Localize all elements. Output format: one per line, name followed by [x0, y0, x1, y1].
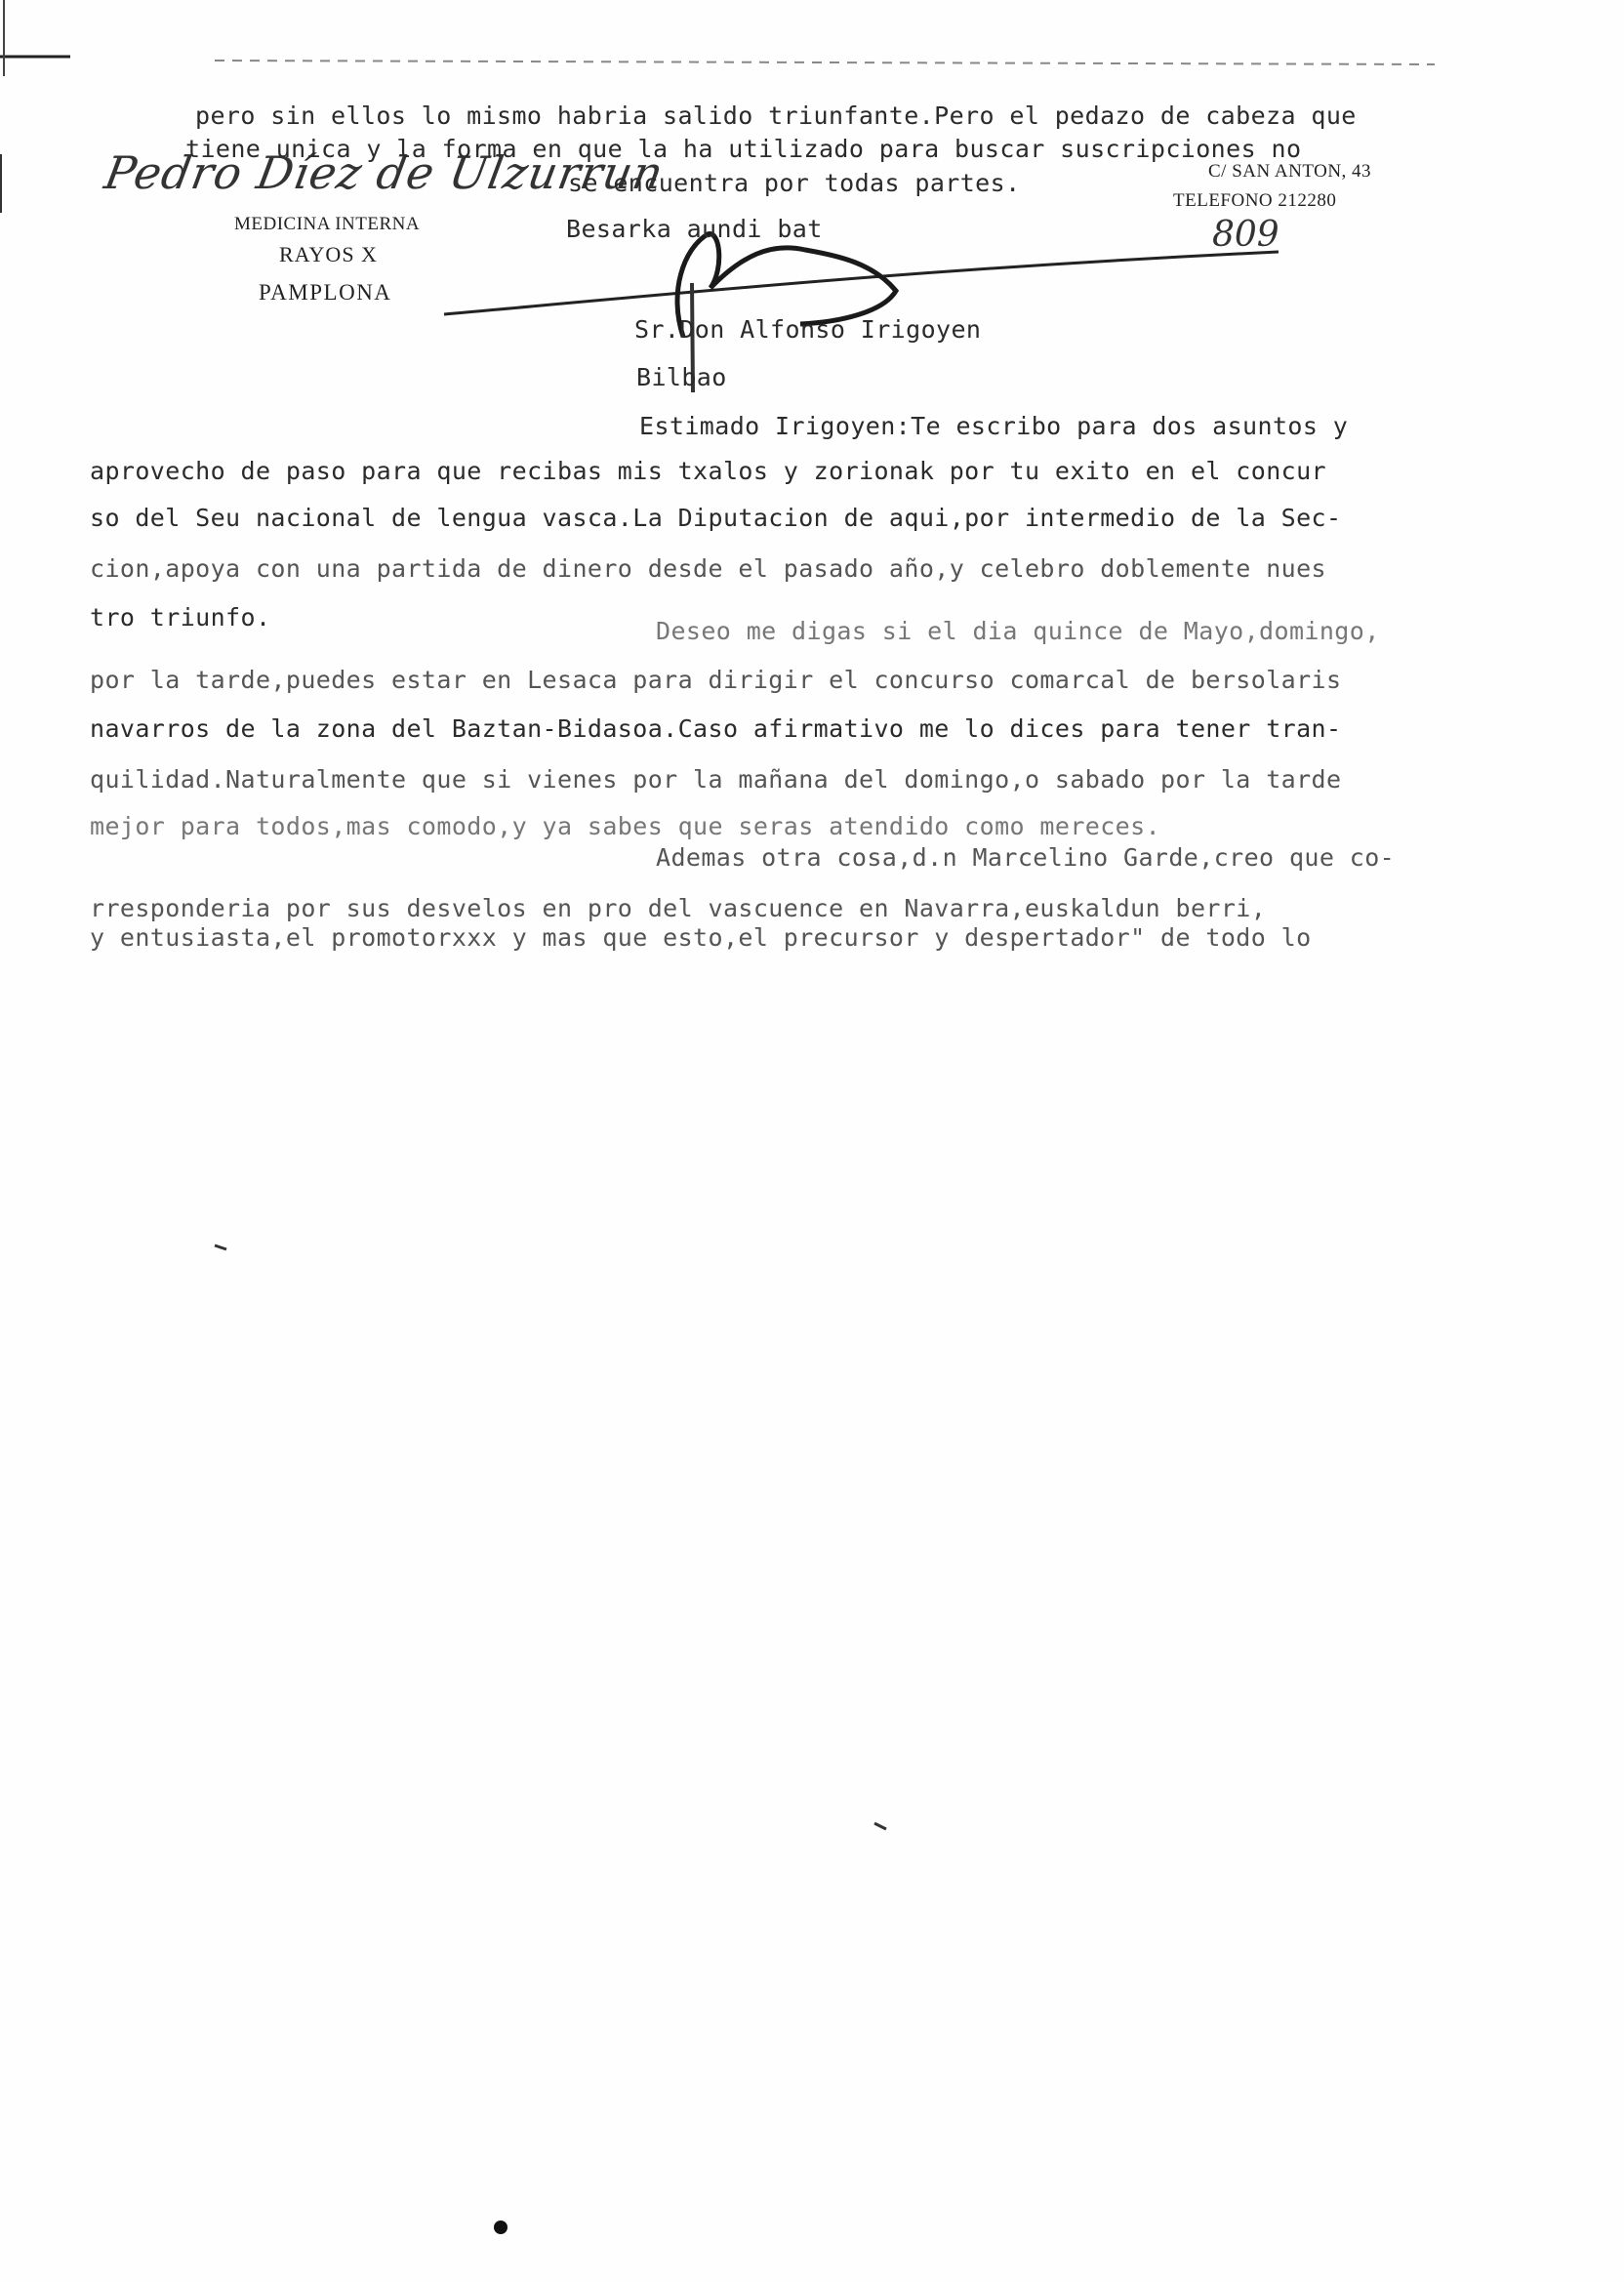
- top-line-2: tiene unica y la forma en que la ha utilizado para buscar suscripciones no: [185, 135, 1302, 163]
- body-line-3: so del Seu nacional de lengua vasca.La Diputacion de aqui,por intermedio de la Sec-: [90, 504, 1342, 532]
- scan-speck-2: [874, 1823, 886, 1829]
- letterhead-address: C/ SAN ANTON, 43: [1208, 161, 1372, 182]
- header-rule: [215, 61, 1435, 64]
- top-line-3: se encuentra por todas partes.: [568, 169, 1021, 197]
- body-line-1: Estimado Irigoyen:Te escribo para dos asuntos y: [639, 412, 1349, 440]
- body-line-2: aprovecho de paso para que recibas mis txalos y zorionak por tu exito en el concur: [90, 457, 1327, 485]
- body-line-5: tro triunfo.: [90, 603, 271, 632]
- recipient-city: Bilbao: [636, 363, 727, 391]
- letterhead-specialty: MEDICINA INTERNA: [234, 214, 421, 234]
- body-line-12: rresponderia por sus desvelos en pro del vascuence en Navarra,euskaldun berri,: [90, 894, 1267, 922]
- body-line-13: y entusiasta,el promotorxxx y mas que esto,el precursor y despertador" de todo lo: [90, 923, 1312, 952]
- top-line-1: pero sin ellos lo mismo habria salido triunfante.Pero el pedazo de cabeza que: [195, 102, 1357, 130]
- body-line-8: navarros de la zona del Baztan-Bidasoa.Caso afirmativo me lo dices para tener tran-: [90, 714, 1342, 743]
- body-line-7: por la tarde,puedes estar en Lesaca para dirigir el concurso comarcal de bersolaris: [90, 666, 1342, 694]
- body-line-10: mejor para todos,mas comodo,y ya sabes que seras atendido como mereces.: [90, 812, 1161, 840]
- letterhead-flourish: [444, 252, 1279, 314]
- body-line-11: Ademas otra cosa,d.n Marcelino Garde,creo que co-: [656, 843, 1396, 872]
- body-line-4: cion,apoya con una partida de dinero desde el pasado año,y celebro doblemente nues: [90, 554, 1327, 583]
- scan-speck-3: [215, 1245, 226, 1249]
- closing: Besarka aundi bat: [566, 215, 823, 243]
- page-number: 809: [1212, 215, 1279, 255]
- body-line-6: Deseo me digas si el dia quince de Mayo,domingo,: [656, 617, 1380, 645]
- letterhead-city: PAMPLONA: [259, 280, 392, 305]
- body-line-9: quilidad.Naturalmente que si vienes por la mañana del domingo,o sabado por la tarde: [90, 765, 1342, 794]
- letterhead-phone: TELEFONO 212280: [1173, 190, 1337, 211]
- recipient-name: Sr.Don Alfonso Irigoyen: [634, 315, 982, 344]
- letterhead-service: RAYOS X: [279, 242, 378, 266]
- scan-speck: [494, 2221, 508, 2234]
- letterhead-name: Pedro Díez de Ulzurrun: [101, 146, 669, 199]
